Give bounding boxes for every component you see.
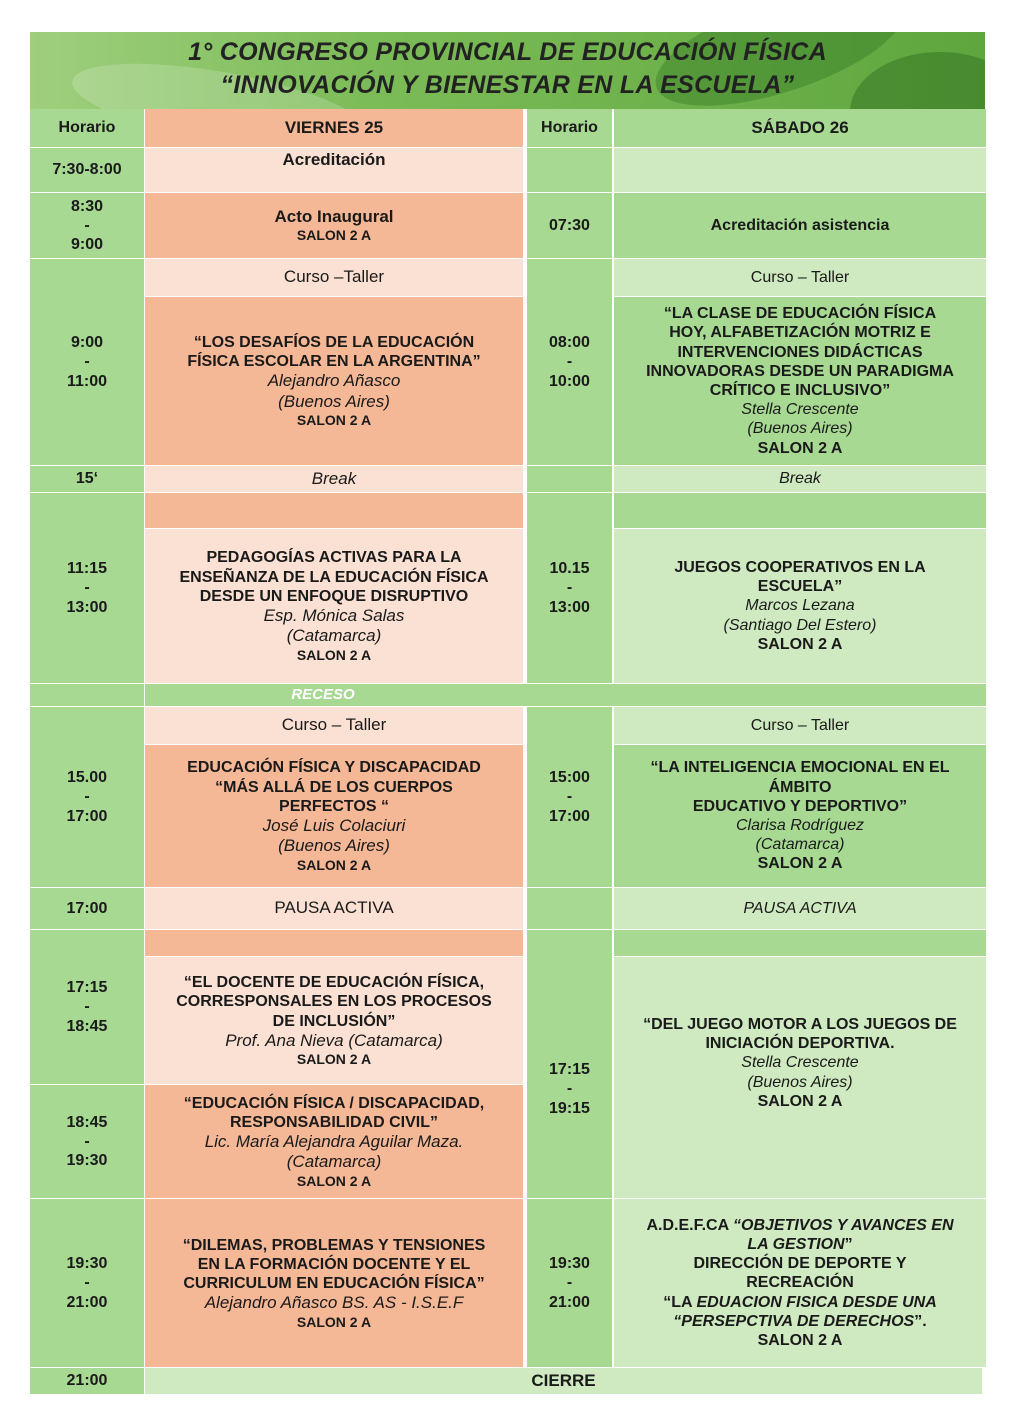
time-separator: - [566, 1274, 573, 1292]
saturday-time [527, 259, 612, 465]
session-room: SALON 2 A [296, 227, 372, 244]
saturday-time-empty [527, 888, 612, 929]
time-start: 9:00 [70, 334, 104, 352]
time-separator: - [566, 353, 573, 371]
session-room: SALON 2 A [296, 1051, 372, 1068]
session-speaker: Alejandro Añasco BS. AS - I.S.E.F [204, 1293, 464, 1313]
session-title-line [663, 1293, 937, 1312]
session-place: (Buenos Aires) [747, 1073, 853, 1091]
session-speaker: Lic. María Alejandra Aguilar Maza. [204, 1131, 464, 1151]
time-end: 21:00 [549, 1293, 590, 1311]
header-banner [30, 32, 985, 109]
time-start: 15.00 [66, 769, 108, 787]
friday-time [30, 707, 144, 887]
session-title-line: CRÍTICO E INCLUSIVO” [709, 382, 891, 399]
friday-session-2 [145, 529, 523, 683]
saturday-time [527, 930, 612, 1198]
session-place: (Catamarca) [286, 1152, 382, 1172]
friday-time [30, 888, 144, 929]
session-speaker: Clarisa Rodríguez [735, 817, 865, 834]
time-end: 13:00 [66, 598, 108, 616]
friday-time [30, 466, 144, 492]
saturday-header: SÁBADO 26 [614, 109, 986, 147]
session-speaker: José Luis Colaciuri [262, 815, 406, 835]
page-subtitle: “INNOVACIÓN Y BIENESTAR EN LA ESCUELA” [220, 71, 795, 99]
session-title-part: “PERSEPCTIVA DE DERECHOS [673, 1312, 915, 1330]
session-title-line: ESCUELA” [757, 578, 843, 596]
time-end: 19:30 [66, 1152, 108, 1170]
session-title-line: “EDUCACIÓN FÍSICA / DISCAPACIDAD, [183, 1094, 485, 1112]
friday-time [30, 259, 144, 465]
time-label: 21:00 [66, 1372, 108, 1390]
session-title-line: PERFECTOS “ [279, 797, 389, 815]
session-speaker: Prof. Ana Nieva (Catamarca) [225, 1030, 443, 1050]
time-separator: - [566, 1080, 573, 1098]
saturday-time-empty [527, 466, 612, 492]
session-title-line: RECREACIÓN [746, 1274, 854, 1292]
saturday-time-empty [527, 148, 612, 192]
time-start: 19:30 [549, 1255, 590, 1273]
friday-session-5 [145, 1085, 523, 1198]
horario-header-left: Horario [30, 109, 144, 147]
session-speaker: Esp. Mónica Salas [263, 605, 405, 625]
time-separator: - [84, 353, 90, 371]
time-end: 21:00 [66, 1293, 108, 1311]
time-start: 11:15 [66, 560, 108, 578]
session-title-line: EN LA FORMACIÓN DOCENTE Y EL [197, 1255, 471, 1273]
friday-curso-taller: Curso –Taller [145, 259, 523, 296]
session-title: Acto Inaugural [274, 206, 394, 226]
time-end: 13:00 [549, 598, 590, 616]
session-title-line: “LA CLASE DE EDUCACIÓN FÍSICA [663, 305, 937, 323]
session-room: SALON 2 A [757, 635, 843, 653]
saturday-curso-taller: Curso – Taller [614, 707, 986, 744]
session-title-line: “DEL JUEGO MOTOR A LOS JUEGOS DE [643, 1016, 957, 1033]
session-place: (Catamarca) [755, 836, 845, 854]
time-separator: - [84, 216, 90, 234]
time-start: 15:00 [549, 769, 590, 787]
session-room: SALON 2 A [296, 412, 372, 429]
friday-spacer [145, 930, 523, 956]
saturday-time [527, 1199, 612, 1367]
time-start: 17:15 [549, 1061, 590, 1079]
session-title-line: INTERVENCIONES DIDÁCTICAS [677, 343, 923, 361]
session-place: (Santiago Del Estero) [723, 616, 877, 634]
session-title-line: JUEGOS COOPERATIVOS EN LA [674, 559, 926, 577]
time-end: 11:00 [66, 372, 108, 390]
time-separator: - [84, 579, 90, 597]
session-title-line: ENSEÑANZA DE LA EDUCACIÓN FÍSICA [179, 568, 489, 586]
friday-time [30, 193, 144, 258]
session-title-part: ” [844, 1236, 853, 1254]
receso-time-cell [30, 684, 144, 706]
friday-time [30, 1199, 144, 1367]
time-separator: - [566, 579, 573, 597]
session-title-part: “LA [663, 1293, 697, 1311]
friday-session-6 [145, 1199, 523, 1367]
session-speaker: Stella Crescente [741, 401, 859, 419]
session-room: SALON 2 A [296, 1172, 372, 1189]
session-room: SALON 2 A [296, 1313, 372, 1330]
friday-acto-inaugural [145, 193, 523, 258]
session-title-part: ”. [914, 1312, 927, 1330]
session-title-line: INICIACIÓN DEPORTIVA. [705, 1035, 895, 1053]
time-start: 10.15 [549, 560, 590, 578]
page-title: 1° CONGRESO PROVINCIAL DE EDUCACIÓN FÍSICA [188, 38, 827, 66]
session-place: (Buenos Aires) [278, 391, 390, 411]
time-separator: - [84, 1274, 90, 1292]
session-room: SALON 2 A [757, 855, 843, 873]
friday-time [30, 148, 144, 192]
time-label: 7:30-8:00 [52, 161, 122, 179]
session-title-line: EDUCACIÓN FÍSICA Y DISCAPACIDAD [187, 759, 481, 777]
session-room: SALON 2 A [757, 1092, 843, 1110]
saturday-time [527, 193, 612, 258]
session-title-line: FÍSICA ESCOLAR EN LA ARGENTINA” [187, 353, 481, 371]
time-separator: - [84, 1132, 90, 1150]
saturday-spacer [614, 493, 986, 528]
time-label: 17:00 [66, 899, 108, 917]
session-title-part: LA GESTION [747, 1236, 845, 1254]
friday-time [30, 930, 144, 1084]
time-start: 17:15 [66, 979, 108, 997]
session-title-part: EDUACION FISICA DESDE UNA [696, 1293, 937, 1311]
session-room: SALON 2 A [757, 1331, 843, 1349]
friday-session-4 [145, 957, 523, 1084]
friday-pausa-activa: PAUSA ACTIVA [145, 888, 523, 929]
saturday-curso-taller: Curso – Taller [614, 259, 986, 296]
session-title-line: “DILEMAS, PROBLEMAS Y TENSIONES [182, 1236, 486, 1254]
friday-spacer [145, 493, 523, 528]
friday-time [30, 493, 144, 683]
session-title-part: “OBJETIVOS Y AVANCES EN [733, 1216, 954, 1234]
saturday-pausa-activa: PAUSA ACTIVA [614, 888, 986, 929]
friday-curso-taller: Curso – Taller [145, 707, 523, 744]
time-end: 17:00 [66, 807, 108, 825]
time-separator: - [84, 788, 90, 806]
friday-time [30, 1085, 144, 1198]
session-title-line: INNOVADORAS DESDE UN PARADIGMA [646, 362, 954, 380]
horario-header-right: Horario [527, 109, 612, 147]
session-title-line [646, 1216, 953, 1235]
time-label: 07:30 [549, 216, 590, 234]
session-title-line: DIRECCIÓN DE DEPORTE Y [693, 1255, 907, 1273]
session-title-line: EDUCATIVO Y DEPORTIVO” [692, 797, 908, 815]
saturday-session-1 [614, 297, 986, 465]
friday-break: Break [145, 466, 523, 492]
session-title-line: CURRICULUM EN EDUCACIÓN FÍSICA” [183, 1275, 485, 1292]
saturday-acreditacion: Acreditación asistencia [614, 193, 986, 258]
session-title-line: CORRESPONSALES EN LOS PROCESOS [176, 993, 492, 1011]
session-room: SALON 2 A [296, 856, 372, 873]
time-separator: - [84, 998, 90, 1016]
session-title-line: “LOS DESAFÍOS DE LA EDUCACIÓN [193, 334, 475, 352]
friday-time [30, 1368, 144, 1394]
cierre-row: CIERRE [145, 1368, 982, 1394]
time-separator: - [566, 788, 573, 806]
session-place: (Catamarca) [286, 626, 382, 646]
session-room: SALON 2 A [757, 439, 843, 457]
session-title-line: “LA INTELIGENCIA EMOCIONAL EN EL [650, 759, 950, 777]
time-start: 19:30 [66, 1255, 108, 1273]
saturday-session-5 [614, 1199, 986, 1367]
session-place: (Buenos Aires) [278, 836, 390, 856]
saturday-time [527, 707, 612, 887]
session-title-line: DESDE UN ENFOQUE DISRUPTIVO [199, 587, 469, 605]
time-end: 19:15 [549, 1099, 590, 1117]
time-start: 8:30 [70, 197, 104, 215]
saturday-session-3 [614, 745, 986, 887]
saturday-empty [614, 148, 986, 192]
time-label: 15‘ [75, 470, 99, 488]
session-title-line: ÁMBITO [768, 778, 832, 796]
saturday-session-2 [614, 529, 986, 683]
session-title-line [747, 1235, 852, 1254]
time-end: 10:00 [549, 372, 590, 390]
friday-session-1 [145, 297, 523, 465]
receso-row [501, 684, 986, 706]
friday-session-3 [145, 745, 523, 887]
time-start: 18:45 [66, 1113, 108, 1131]
org-name: A.D.E.F.CA [646, 1216, 734, 1234]
session-place: (Buenos Aires) [747, 420, 853, 438]
friday-header: VIERNES 25 [145, 109, 523, 147]
saturday-break: Break [614, 466, 986, 492]
saturday-spacer [614, 930, 986, 956]
session-title-line: PEDAGOGÍAS ACTIVAS PARA LA [206, 549, 462, 567]
time-end: 9:00 [70, 236, 104, 254]
time-end: 17:00 [549, 807, 590, 825]
saturday-session-4 [614, 957, 986, 1198]
session-speaker: Marcos Lezana [745, 597, 855, 615]
session-title-line: “EL DOCENTE DE EDUCACIÓN FÍSICA, [183, 974, 485, 992]
friday-acreditacion: Acreditación [145, 148, 523, 192]
saturday-time [527, 493, 612, 683]
session-speaker: Alejandro Añasco [267, 371, 401, 391]
session-title-line: RESPONSABILIDAD CIVIL” [229, 1113, 438, 1131]
time-end: 18:45 [66, 1017, 108, 1035]
session-title-line: DE INCLUSIÓN” [272, 1012, 396, 1030]
session-title-line [673, 1312, 926, 1331]
session-title-line: “MÁS ALLÁ DE LOS CUERPOS [215, 778, 453, 796]
time-start: 08:00 [549, 334, 590, 352]
session-room: SALON 2 A [296, 646, 372, 663]
receso-label: RECESO [145, 684, 501, 706]
session-speaker: Stella Crescente [741, 1054, 859, 1072]
session-title-line: HOY, ALFABETIZACIÓN MOTRIZ E [669, 324, 931, 342]
